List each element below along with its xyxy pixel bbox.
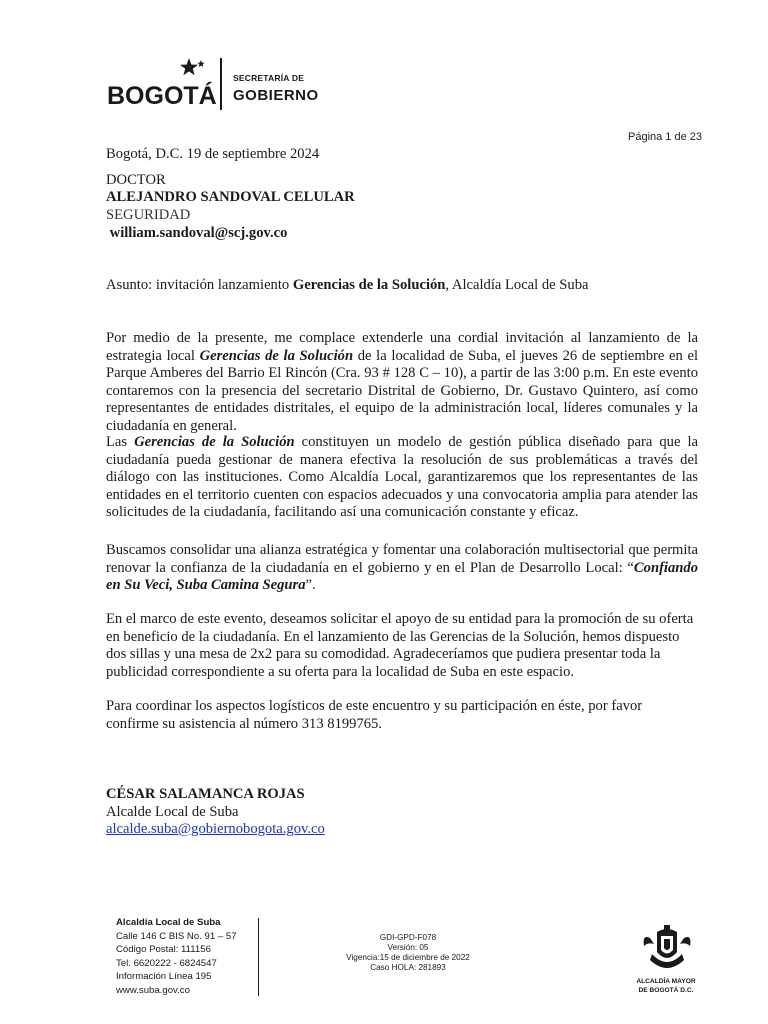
recipient-title: DOCTOR bbox=[106, 172, 166, 188]
page-number: Página 1 de 23 bbox=[628, 131, 703, 143]
logo-divider bbox=[220, 58, 222, 110]
p3-text-a: Buscamos consolidar una alianza estratégica y fomentar una colaboración multisectorial que permita renovar la confianza de la ciudadanía en el gobierno y en el Plan de Desarrollo Local: “ bbox=[106, 542, 698, 576]
p1-emphasis: Gerencias de la Solución bbox=[199, 347, 354, 364]
recipient-name: ALEJANDRO SANDOVAL CELULAR bbox=[106, 189, 355, 205]
paragraph-invitation bbox=[106, 330, 698, 435]
signature-role: Alcalde Local de Suba bbox=[106, 804, 239, 820]
recipient-department: SEGURIDAD bbox=[106, 207, 191, 223]
p3-text-c: ”. bbox=[305, 577, 316, 593]
gobierno-label: GOBIERNO bbox=[233, 87, 319, 104]
footer-info: Información Línea 195 bbox=[116, 971, 212, 982]
footer-contact bbox=[116, 916, 237, 997]
coat-of-arms-icon bbox=[640, 924, 694, 976]
p1-text-a: Por medio de la presente, me complace extenderle una cordial invitación al lanzamiento de la estrategia local bbox=[106, 330, 698, 364]
p2-emphasis: Gerencias de la Solución bbox=[134, 434, 295, 450]
logo-wordmark: BOGOTÁ bbox=[107, 82, 217, 110]
subject-suffix: , Alcaldía Local de Suba bbox=[445, 277, 589, 293]
footer-doc-code: GDI-GPD-F078 bbox=[379, 933, 437, 942]
paragraph-alianza bbox=[106, 542, 698, 595]
subject-line bbox=[106, 276, 588, 294]
footer-mayor-line2: DE BOGOTÁ D.C. bbox=[638, 987, 694, 994]
star-icon bbox=[180, 58, 198, 75]
footer-mayor-label bbox=[624, 977, 708, 995]
footer-org: Alcaldía Local de Suba bbox=[116, 917, 221, 928]
paragraph-confirmacion: Para coordinar los aspectos logísticos de este encuentro y su participación en éste, por favor confirme su asistencia al número 313 8199765. bbox=[106, 698, 643, 732]
paragraph-gerencias bbox=[106, 434, 698, 522]
subject-highlight: Gerencias de la Solución bbox=[292, 277, 446, 293]
p2-text-c: constituyen un modelo de gestión pública diseñado para que la ciudadanía pueda gestionar de manera efectiva la resolución de sus problemáticas a través del diálogo con las instituciones. Como Alcaldía Local, garantizaremos que los representantes de las entidades en el territorio cuenten con espacios adecuados y una convocatoria amplia para atender las solicitudes de la ciudadanía, facilitando así una comunicación constante y eficaz. bbox=[106, 434, 698, 520]
signature-email-link[interactable]: alcalde.suba@gobiernobogota.gov.co bbox=[106, 821, 325, 837]
recipient-email-text: william.sandoval@scj.gov.co bbox=[109, 225, 288, 241]
small-star-icon bbox=[197, 60, 204, 67]
footer-address: Calle 146 C BIS No. 91 – 57 bbox=[116, 930, 237, 942]
secretaria-label: SECRETARÍA DE bbox=[233, 73, 305, 83]
footer-postal: Código Postal: 111156 bbox=[116, 944, 211, 955]
recipient-email bbox=[106, 224, 287, 242]
subject-prefix: Asunto: invitación lanzamiento bbox=[106, 277, 293, 293]
footer-case: Caso HOLA: 281893 bbox=[370, 963, 446, 972]
p3-emphasis: Confiando en Su Veci, Suba Camina Segura bbox=[106, 559, 698, 593]
footer-web[interactable]: www.suba.gov.co bbox=[116, 984, 190, 996]
footer-version: Versión: 05 bbox=[387, 943, 429, 952]
letter-date: Bogotá, D.C. 19 de septiembre 2024 bbox=[106, 146, 320, 162]
p2-text-a: Las bbox=[106, 434, 135, 450]
bogota-logo bbox=[107, 56, 217, 112]
paragraph-apoyo: En el marco de este evento, deseamos solicitar el apoyo de su entidad para la promoción de su oferta en beneficio de la ciudadanía. En el lanzamiento de las Gerencias de la Solución, hemos dispuesto dos sillas y una mesa de 2x2 para su comodidad. Agradeceríamos que pudiera presentar toda la publicidad correspondiente a su oferta para la localidad de Suba en este espacio. bbox=[106, 611, 694, 680]
footer-mayor-line1: ALCALDÍA MAYOR bbox=[636, 978, 696, 985]
footer-divider bbox=[258, 918, 259, 996]
signature-name: CÉSAR SALAMANCA ROJAS bbox=[106, 786, 305, 802]
footer-validity: Vigencia:15 de diciembre de 2022 bbox=[346, 953, 470, 962]
footer-doc-info bbox=[330, 933, 486, 973]
footer-phone: Tel. 6620222 - 6824547 bbox=[116, 957, 217, 969]
p1-text-c: de la localidad de Suba, el jueves 26 de septiembre en el Parque Amberes del Barrio El Rincón (Cra. 93 # 128 C – 10), a partir de las 3:00 p.m. En este evento contaremos con la presencia del secretario Distrital de Gobierno, Dr. Gustavo Quintero, así como representantes de entidades distritales, el equipo de la administración local, líderes comunales y la ciudadanía en general. bbox=[106, 347, 698, 434]
